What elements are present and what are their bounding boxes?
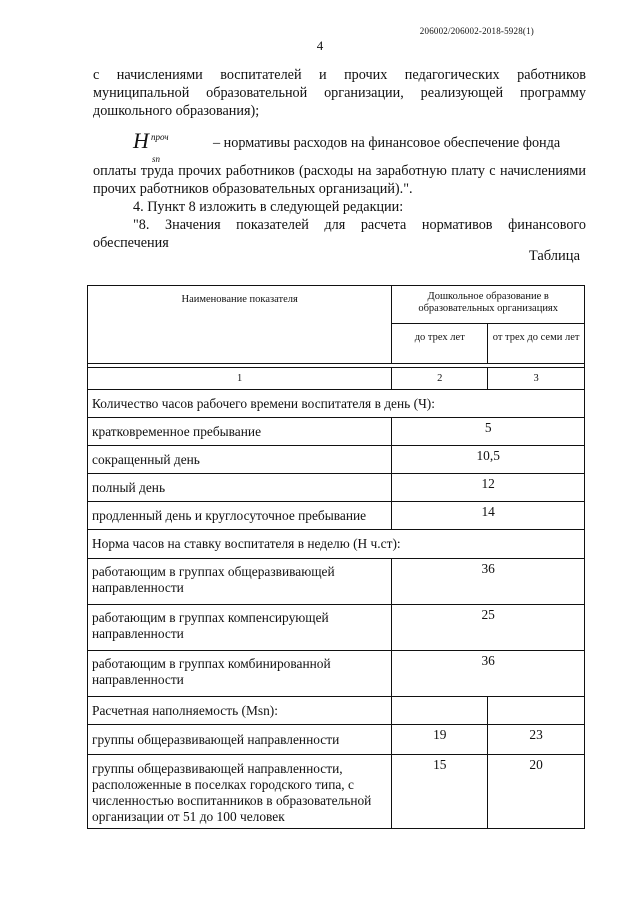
formula-definition-text: – нормативы расходов на финансовое обеспечение фонда [213, 135, 561, 151]
empty-cell [488, 697, 585, 725]
row-label: полный день [88, 474, 392, 502]
table-row [88, 605, 585, 651]
row-value-three-to-seven: 23 [488, 725, 585, 755]
row-label: работающим в группах компенсирующей направленности [88, 605, 392, 651]
column-number-row [88, 368, 585, 390]
formula-symbol [133, 128, 213, 162]
row-value: 5 [392, 418, 585, 446]
table-row [88, 446, 585, 474]
row-value: 10,5 [392, 446, 585, 474]
column-number: 2 [392, 368, 488, 390]
table-row [88, 502, 585, 530]
row-value: 36 [392, 651, 585, 697]
section-title: Норма часов на ставку воспитателя в неделю (Н ч.ст): [88, 530, 585, 559]
paragraph-5: "8. Значения показателей для расчета нормативов финансового обеспечения [93, 217, 586, 251]
empty-cell [392, 697, 488, 725]
row-value-under-three: 19 [392, 725, 488, 755]
header-under-three: до трех лет [392, 324, 488, 364]
header-indicator-name: Наименование показателя [88, 286, 392, 364]
row-label: группы общеразвивающей направленности, расположенные в поселках городского типа, с численностью воспитанников в образовательной организации от 51 до 100 человек [88, 755, 392, 829]
row-label: группы общеразвивающей направленности [88, 725, 392, 755]
column-number: 1 [88, 368, 392, 390]
row-label: работающим в группах общеразвивающей направленности [88, 559, 392, 605]
section-title-row [88, 530, 585, 559]
paragraph-4: 4. Пункт 8 изложить в следующей редакции: [133, 199, 404, 215]
table-header-row [88, 286, 585, 324]
formula-definition-continued: оплаты труда прочих работников (расходы на заработную плату с начислениями прочих работников образовательных организаций).". [93, 163, 586, 197]
table-row [88, 725, 585, 755]
row-label: работающим в группах комбинированной направленности [88, 651, 392, 697]
section-title-row [88, 390, 585, 418]
table-label: Таблица [528, 248, 580, 264]
page-number: 4 [316, 38, 324, 53]
row-label: продленный день и круглосуточное пребывание [88, 502, 392, 530]
row-value: 25 [392, 605, 585, 651]
row-label: сокращенный день [88, 446, 392, 474]
table-row [88, 474, 585, 502]
formula-subscript: sn [152, 154, 161, 164]
header-preschool-education: Дошкольное образование в образовательных организациях [392, 286, 585, 324]
norms-table [87, 285, 585, 829]
formula-superscript: проч [151, 132, 169, 142]
document-id: 206002/206002-2018-5928(1) [419, 26, 534, 36]
header-three-to-seven: от трех до семи лет [488, 324, 585, 364]
section-title: Количество часов рабочего времени воспитателя в день (Ч): [88, 390, 585, 418]
column-number: 3 [488, 368, 585, 390]
table-row [88, 418, 585, 446]
formula-definition [93, 128, 586, 162]
row-value-three-to-seven: 20 [488, 755, 585, 829]
formula-base: H [133, 128, 149, 153]
table-row [88, 651, 585, 697]
section-title-row [88, 697, 585, 725]
table-row [88, 755, 585, 829]
document-body [93, 66, 586, 252]
row-value: 12 [392, 474, 585, 502]
section-title: Расчетная наполняемость (Msn): [88, 697, 392, 725]
row-value: 36 [392, 559, 585, 605]
row-value-under-three: 15 [392, 755, 488, 829]
paragraph-1: с начислениями воспитателей и прочих педагогических работников муниципальной образовательной организации, реализующей программу дошкольного образования); [93, 67, 586, 119]
row-label: кратковременное пребывание [88, 418, 392, 446]
table-row [88, 559, 585, 605]
row-value: 14 [392, 502, 585, 530]
